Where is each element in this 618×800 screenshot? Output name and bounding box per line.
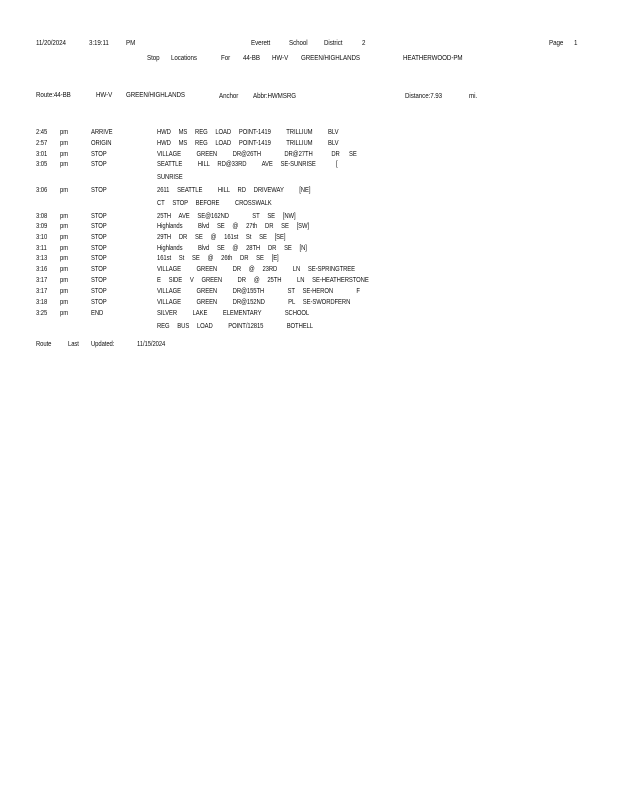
stop-location-cont: REG BUS LOAD POINT/12815 BOTHELL xyxy=(157,321,313,330)
stop-location: SEATTLE HILL RD@33RD AVE SE-SUNRISE [ xyxy=(157,159,338,168)
footer-word: Route xyxy=(36,339,52,348)
stop-type: STOP xyxy=(91,264,107,273)
subtitle-word: Stop xyxy=(147,53,160,62)
stop-type: STOP xyxy=(91,232,107,241)
distance-unit: mi. xyxy=(469,91,478,100)
stop-time: 3:05 xyxy=(36,159,48,168)
stop-location: 2611 SEATTLE HILL RD DRIVEWAY [NE] xyxy=(157,185,311,194)
subtitle-word: For xyxy=(221,53,231,62)
stop-location: 29TH DR SE @ 161st St SE [SE] xyxy=(157,232,286,241)
report-time: 3:19:11 xyxy=(89,38,109,47)
subtitle-word: HW-V xyxy=(272,53,289,62)
stop-ampm: pm xyxy=(60,232,69,241)
stop-location: VILLAGE GREEN DR@26TH DR@27TH DR SE xyxy=(157,149,357,158)
stop-location-cont: SUNRISE xyxy=(157,172,183,181)
stop-location: VILLAGE GREEN DR @ 23RD LN SE-SPRINGTREE xyxy=(157,264,355,273)
stop-ampm: pm xyxy=(60,159,69,168)
stop-ampm: pm xyxy=(60,185,69,194)
route-code: HW-V xyxy=(96,90,113,99)
district-word: Everett xyxy=(251,38,271,47)
stop-type: STOP xyxy=(91,286,107,295)
stop-location: SILVER LAKE ELEMENTARY SCHOOL xyxy=(157,308,310,317)
stop-ampm: pm xyxy=(60,286,69,295)
stop-ampm: pm xyxy=(60,211,69,220)
stop-location: 25TH AVE SE@162ND ST SE [NW] xyxy=(157,211,296,220)
stop-location: Highlands Blvd SE @ 28TH DR SE [N] xyxy=(157,243,307,252)
subtitle-word: 44-BB xyxy=(243,53,260,62)
report-ampm: PM xyxy=(126,38,136,47)
stop-location: VILLAGE GREEN DR@155TH ST SE-HERON F xyxy=(157,286,360,295)
stop-type: END xyxy=(91,308,104,317)
stop-time: 2:45 xyxy=(36,127,48,136)
stop-type: STOP xyxy=(91,185,107,194)
subtitle-word: Locations xyxy=(171,53,197,62)
stop-time: 3:16 xyxy=(36,264,48,273)
stop-type: STOP xyxy=(91,297,107,306)
stop-ampm: pm xyxy=(60,149,69,158)
stop-location: HWD MS REG LOAD POINT-1419 TRILLIUM BLV xyxy=(157,138,339,147)
stop-time: 3:08 xyxy=(36,211,48,220)
district-word: District xyxy=(324,38,343,47)
stop-location-cont: CT STOP BEFORE CROSSWALK xyxy=(157,198,272,207)
anchor-label: Anchor xyxy=(219,91,239,100)
stop-time: 3:17 xyxy=(36,275,48,284)
stop-type: STOP xyxy=(91,243,107,252)
stop-type: STOP xyxy=(91,275,107,284)
distance-label: Distance:7.93 xyxy=(405,91,443,100)
stop-time: 3:18 xyxy=(36,297,48,306)
stop-type: STOP xyxy=(91,211,107,220)
page-number: 1 xyxy=(574,38,578,47)
subtitle-word: HEATHERWOOD-PM xyxy=(403,53,463,62)
stop-type: STOP xyxy=(91,221,107,230)
stop-ampm: pm xyxy=(60,243,69,252)
abbr-label: Abbr:HWMSRG xyxy=(253,91,297,100)
stop-type: STOP xyxy=(91,159,107,168)
district-word: 2 xyxy=(362,38,366,47)
footer-updated-date: 11/15/2024 xyxy=(137,339,166,348)
stop-ampm: pm xyxy=(60,253,69,262)
stop-time: 3:10 xyxy=(36,232,48,241)
stop-ampm: pm xyxy=(60,127,69,136)
stop-location: VILLAGE GREEN DR@152ND PL SE-SWORDFERN xyxy=(157,297,351,306)
stop-time: 3:09 xyxy=(36,221,48,230)
stop-ampm: pm xyxy=(60,308,69,317)
stop-time: 3:06 xyxy=(36,185,48,194)
stop-type: ORIGIN xyxy=(91,138,112,147)
stop-ampm: pm xyxy=(60,138,69,147)
stop-time: 3:01 xyxy=(36,149,48,158)
stop-time: 3:11 xyxy=(36,243,47,252)
route-label: Route:44-BB xyxy=(36,90,71,99)
stop-time: 3:13 xyxy=(36,253,48,262)
stop-time: 2:57 xyxy=(36,138,48,147)
footer-word: Updated: xyxy=(91,339,115,348)
stop-ampm: pm xyxy=(60,264,69,273)
district-word: School xyxy=(289,38,308,47)
route-name: GREEN/HIGHLANDS xyxy=(126,90,185,99)
stop-location: E SIDE V GREEN DR @ 25TH LN SE-HEATHERSTONE xyxy=(157,275,369,284)
subtitle-word: GREEN/HIGHLANDS xyxy=(301,53,360,62)
stop-type: STOP xyxy=(91,149,107,158)
stop-time: 3:17 xyxy=(36,286,48,295)
stop-type: STOP xyxy=(91,253,107,262)
stop-time: 3:25 xyxy=(36,308,48,317)
stop-ampm: pm xyxy=(60,275,69,284)
footer-word: Last xyxy=(68,339,79,348)
stop-ampm: pm xyxy=(60,221,69,230)
stop-location: Highlands Blvd SE @ 27th DR SE [SW] xyxy=(157,221,310,230)
page-label: Page xyxy=(549,38,564,47)
stop-ampm: pm xyxy=(60,297,69,306)
stop-location: 161st St SE @ 26th DR SE [E] xyxy=(157,253,279,262)
stop-location: HWD MS REG LOAD POINT-1419 TRILLIUM BLV xyxy=(157,127,339,136)
stop-type: ARRIVE xyxy=(91,127,113,136)
report-date: 11/20/2024 xyxy=(36,38,66,47)
